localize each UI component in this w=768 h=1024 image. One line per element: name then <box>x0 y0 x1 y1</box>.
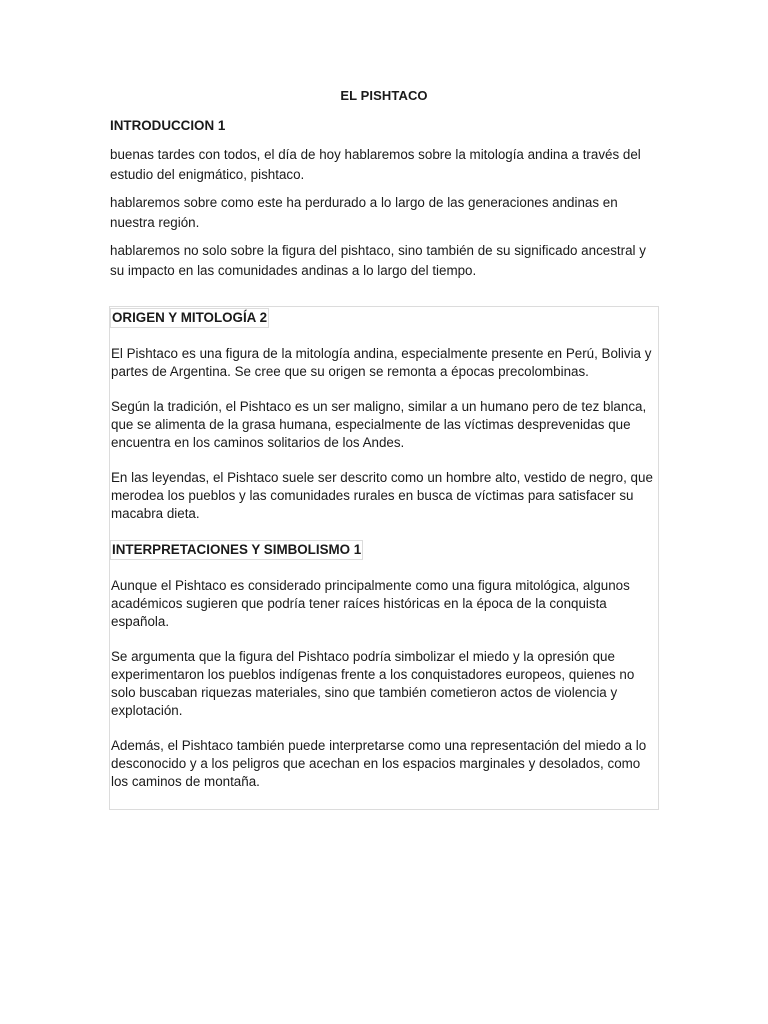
interpretations-paragraph: Además, el Pishtaco también puede interpretarse como una representación del miedo a lo desconocido y a los peligros que acechan en los espacios marginales y desolados, como los caminos de montaña. <box>111 738 647 789</box>
intro-paragraph: hablaremos sobre como este ha perdurado a lo largo de las generaciones andinas en nuestra región. <box>110 195 618 230</box>
interpretations-paragraph: Se argumenta que la figura del Pishtaco podría simbolizar el miedo y la opresión que experimentaron los pueblos indígenas frente a los conquistadores europeos, quienes no solo buscaban riquezas materiales, sino que también cometieron actos de violencia y explotación. <box>111 649 635 718</box>
intro-paragraph: hablaremos no solo sobre la figura del pishtaco, sino también de su significado ancestral y su impacto en las comunidades andinas a lo largo del tiempo. <box>110 243 646 278</box>
intro-heading: INTRODUCCION 1 <box>110 118 226 133</box>
origin-heading: ORIGEN Y MITOLOGÍA 2 <box>110 308 269 328</box>
origin-paragraph: El Pishtaco es una figura de la mitología andina, especialmente presente en Perú, Bolivia y partes de Argentina. Se cree que su origen se remonta a épocas precolombinas. <box>111 346 652 379</box>
origin-paragraph: Según la tradición, el Pishtaco es un ser maligno, similar a un humano pero de tez blanca, que se alimenta de la grasa humana, especialmente de las víctimas desprevenidas que encuentra en los caminos solitarios de los Andes. <box>111 399 647 450</box>
content-box <box>109 306 659 810</box>
origin-paragraph: En las leyendas, el Pishtaco suele ser descrito como un hombre alto, vestido de negro, que merodea los pueblos y las comunidades rurales en busca de víctimas para satisfacer su macabra dieta. <box>111 470 653 521</box>
interpretations-paragraph: Aunque el Pishtaco es considerado principalmente como una figura mitológica, algunos académicos sugieren que podría tener raíces históricas en la época de la conquista española. <box>111 578 630 629</box>
intro-section <box>110 116 658 289</box>
interpretations-heading: INTERPRETACIONES Y SIMBOLISMO 1 <box>110 540 363 560</box>
intro-paragraph: buenas tardes con todos, el día de hoy hablaremos sobre la mitología andina a través del estudio del enigmático, pishtaco. <box>110 147 641 182</box>
document-title: EL PISHTACO <box>340 88 428 103</box>
